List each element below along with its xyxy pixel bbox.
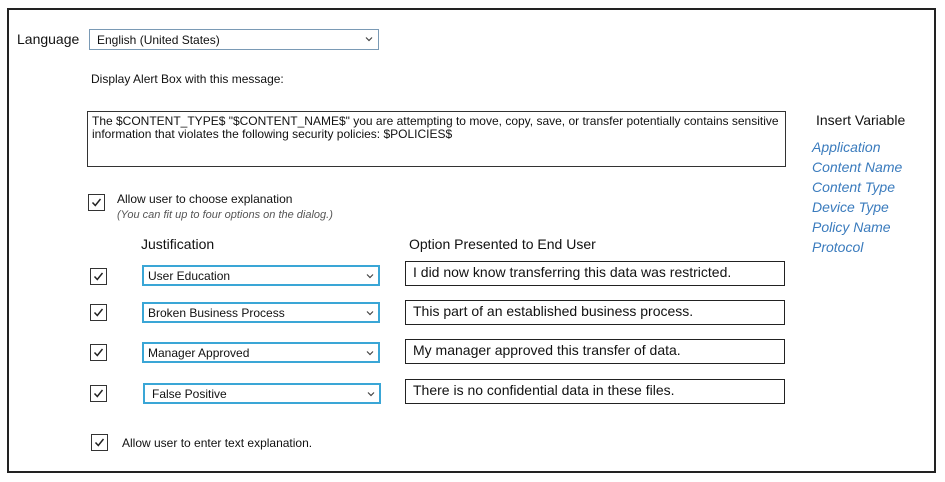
row-1-option-input[interactable]: I did now know transferring this data was restricted. — [405, 261, 785, 286]
chevron-down-icon — [365, 35, 373, 43]
insert-variable-list — [812, 137, 902, 257]
row-1-justification-select[interactable] — [142, 265, 380, 286]
checkmark-icon — [93, 347, 104, 358]
insert-variable-content-type[interactable]: Content Type — [812, 179, 896, 195]
row-3-justification-value: Manager Approved — [148, 346, 250, 360]
checkmark-icon — [94, 437, 105, 448]
chevron-down-icon — [366, 272, 374, 280]
row-1-checkbox[interactable] — [90, 268, 107, 285]
checkmark-icon — [93, 271, 104, 282]
row-3-option-input[interactable]: My manager approved this transfer of data. — [405, 339, 785, 364]
row-3-checkbox[interactable] — [90, 344, 107, 361]
language-selected-value: English (United States) — [97, 33, 220, 47]
chevron-down-icon — [367, 390, 375, 398]
row-2-justification-value: Broken Business Process — [148, 306, 285, 320]
chevron-down-icon — [366, 349, 374, 357]
row-4-justification-value: False Positive — [152, 387, 227, 401]
allow-choose-explanation-hint: (You can fit up to four options on the dialog.) — [117, 209, 333, 221]
insert-variable-content-name[interactable]: Content Name — [812, 159, 903, 175]
allow-choose-explanation-label: Allow user to choose explanation — [117, 192, 293, 206]
row-1-justification-value: User Education — [148, 269, 231, 283]
insert-variable-application[interactable]: Application — [812, 139, 881, 155]
row-2-checkbox[interactable] — [90, 304, 107, 321]
row-4-justification-select[interactable] — [143, 383, 381, 404]
chevron-down-icon — [366, 309, 374, 317]
checkmark-icon — [91, 197, 102, 208]
insert-variable-policy-name[interactable]: Policy Name — [812, 219, 891, 235]
alert-message-textarea[interactable]: The $CONTENT_TYPE$ "$CONTENT_NAME$" you are attempting to move, copy, save, or transfer potentially contains sensitive information that violates the following security policies: $POLICIES$ — [87, 111, 786, 167]
checkmark-icon — [93, 388, 104, 399]
language-label: Language — [17, 31, 80, 47]
justification-column-header: Justification — [141, 236, 215, 252]
row-2-option-input[interactable]: This part of an established business process. — [405, 300, 785, 325]
allow-text-explanation-label: Allow user to enter text explanation. — [122, 436, 313, 450]
row-4-checkbox[interactable] — [90, 385, 107, 402]
row-3-justification-select[interactable] — [142, 342, 380, 363]
language-select[interactable] — [89, 29, 379, 50]
allow-choose-explanation-checkbox[interactable] — [88, 194, 105, 211]
allow-text-explanation-checkbox[interactable] — [91, 434, 108, 451]
row-4-option-input[interactable]: There is no confidential data in these files. — [405, 379, 785, 404]
row-2-justification-select[interactable] — [142, 302, 380, 323]
insert-variable-protocol[interactable]: Protocol — [812, 239, 864, 255]
option-column-header: Option Presented to End User — [409, 236, 596, 252]
insert-variable-device-type[interactable]: Device Type — [812, 199, 889, 215]
insert-variable-title: Insert Variable — [816, 112, 906, 128]
alert-message-label: Display Alert Box with this message: — [91, 72, 284, 86]
checkmark-icon — [93, 307, 104, 318]
